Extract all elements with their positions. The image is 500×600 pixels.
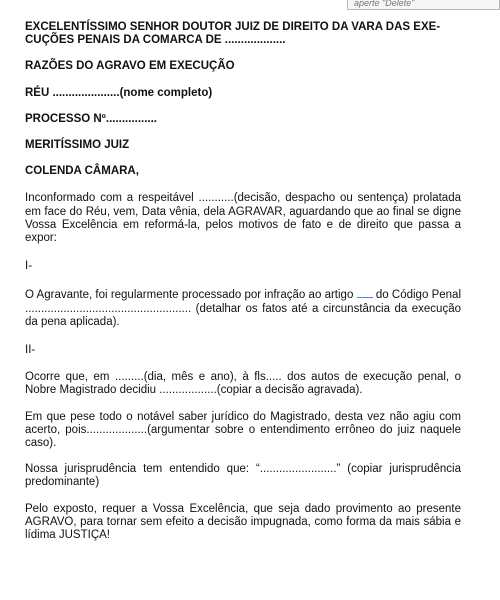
- jurisprudencia-paragraph: Nossa jurisprudência tem entendido que: “........................” (copiar jurisprudência predominante): [25, 463, 461, 489]
- intro-paragraph: Inconformado com a respeitável ...........(decisão, despacho ou sentença) prolatada em face do Réu, vem, Data vênia, dela AGRAVAR, aguardando que ao final se digne Vossa Excelência em reformá-la, pelos motivos de fato e de direito que passa a expor:: [25, 192, 461, 245]
- processo-line: PROCESSO Nº................: [25, 112, 158, 125]
- meritissimo-line: MERITÍSSIMO JUIZ: [25, 139, 130, 152]
- colenda-line: COLENDA CÂMARA,: [25, 165, 139, 178]
- article-blank-field[interactable]: [357, 287, 373, 298]
- pese-paragraph: Em que pese todo o notável saber jurídico do Magistrado, desta vez não agiu com acerto, pois...................(argumentar sobre o entendimento errôneo do juiz naquele caso).: [25, 410, 461, 450]
- document-title: RAZÕES DO AGRAVO EM EXECUÇÃO: [25, 60, 235, 73]
- section-one-text-before: O Agravante, foi regularmente processado por infração ao artigo: [25, 289, 354, 302]
- section-one-label: I-: [25, 260, 33, 273]
- section-one-paragraph: [25, 287, 461, 329]
- section-one-text-after: do Código Penal .................................................... (detalhar os fatos até a circunstância da execução da pena aplicada).: [25, 289, 461, 328]
- document-page: [25, 21, 461, 542]
- reu-line: RÉU .....................(nome completo): [25, 86, 213, 99]
- ocorre-paragraph: Ocorre que, em .........(dia, mês e ano), à fls..... dos autos de execução penal, o Nobre Magistrado decidiu ..................(copiar a decisão agravada).: [25, 371, 461, 397]
- section-two-label: II-: [25, 344, 36, 357]
- header-line-1: EXCELENTÍSSIMO SENHOR DOUTOR JUIZ DE DIREITO DA VARA DAS EXE-: [25, 21, 441, 33]
- header-line-2: CUÇÕES PENAIS DA COMARCA DE ...................: [25, 34, 286, 47]
- delete-tooltip: aperte "Delete": [347, 0, 500, 10]
- final-paragraph: Pelo exposto, requer a Vossa Excelência, que seja dado provimento ao presente AGRAVO, para tornar sem efeito a decisão impugnada, como forma da mais sábia e lídima JUSTIÇA!: [25, 502, 461, 542]
